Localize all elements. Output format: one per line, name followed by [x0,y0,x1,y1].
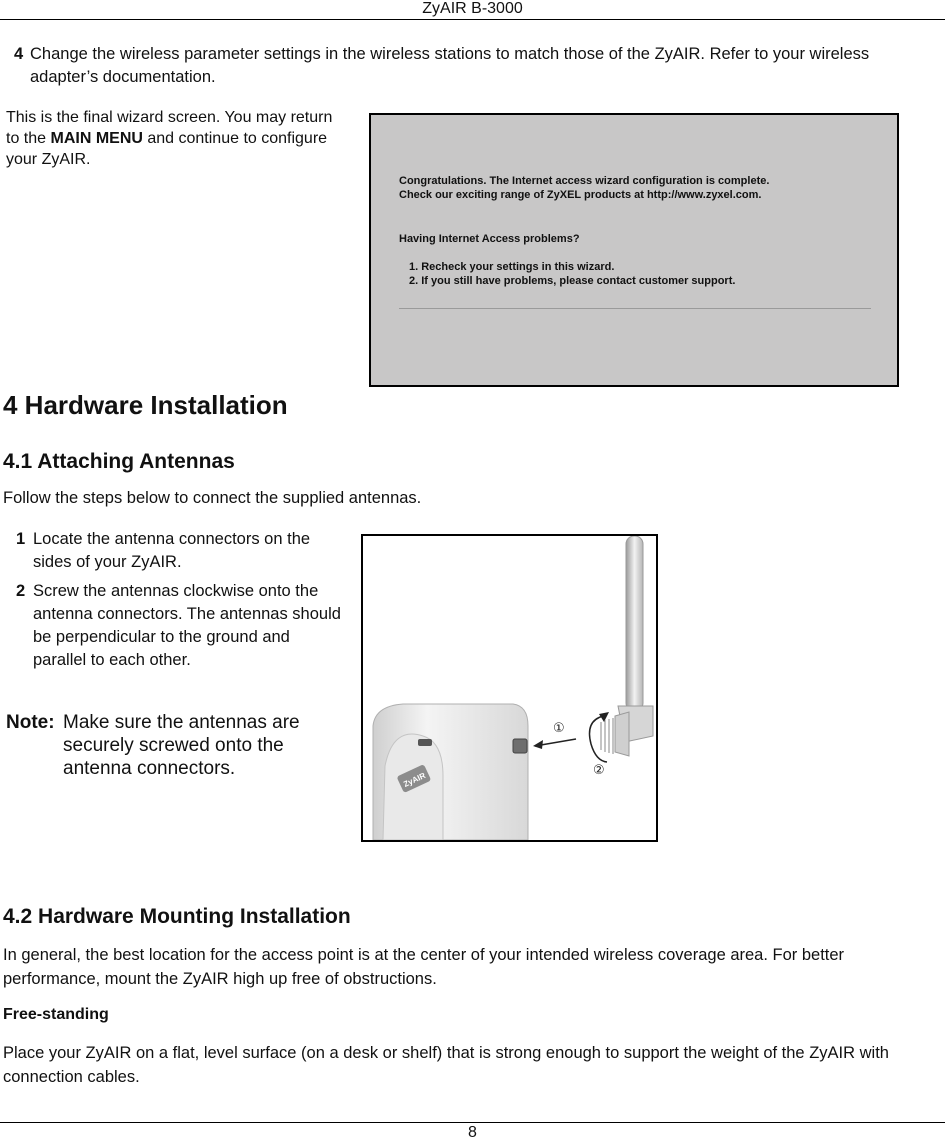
section-4-2-title: 4.2 Hardware Mounting Installation [3,905,351,928]
section-4-2-intro: In general, the best location for the access point is at the center of your intended wireless coverage area. For better performance, mount the ZyAIR high up free of obstructions. [3,946,845,988]
antenna-mast [626,536,643,711]
problems-heading: Having Internet Access problems? [399,233,580,245]
problem-item-1: 1. Recheck your settings in this wizard. [409,261,615,273]
antenna-figure [361,534,658,842]
step-number: 2 [16,582,26,600]
free-standing-text: Place your ZyAIR on a flat, level surface (on a desk or shelf) that is strong enough to support the weight of the ZyAIR with connection cables. [3,1044,889,1086]
step-text: Screw the antennas clockwise onto the antenna connectors. The antennas should be perpendicular to the ground and parallel to each other. [33,582,341,669]
note-text: Make sure the antennas are securely screwed onto the antenna connectors. [63,712,300,779]
wizard-divider [399,308,871,309]
running-header: ZyAIR B-3000 [422,0,523,17]
step-number: 4 [14,45,24,63]
step-number: 1 [16,530,26,548]
attach-arrowhead [533,740,543,749]
antenna-connector [513,739,527,753]
antenna-base [615,712,629,756]
marker-1: ① [553,721,565,736]
wizard-caption [6,107,346,170]
zyxel-link-line: Check our exciting range of ZyXEL products at http://www.zyxel.com. [399,189,762,201]
section-4-1-title: 4.1 Attaching Antennas [3,450,235,473]
caption-before: This is the final wizard screen. You may return to the [6,109,333,147]
device-indicator [418,739,432,746]
antenna-thread [601,718,613,754]
page-number: 8 [468,1124,477,1141]
note [6,711,346,783]
step-4 [14,43,940,89]
header-rule [0,19,945,20]
caption-after: and continue to configure your ZyAIR. [6,130,328,168]
section-4-title: 4 Hardware Installation [3,390,288,420]
main-menu-label: MAIN MENU [50,130,143,147]
free-standing-heading: Free-standing [3,1006,109,1023]
step-text: Locate the antenna connectors on the sides of your ZyAIR. [33,530,311,571]
footer-rule [0,1122,945,1123]
problem-item-2: 2. If you still have problems, please contact customer support. [409,275,736,287]
antenna-illustration [363,536,656,840]
section-4-1-intro: Follow the steps below to connect the supplied antennas. [3,489,422,507]
wizard-screenshot [369,113,899,387]
rotation-arrow [590,716,608,762]
note-label: Note: [6,712,55,733]
device-logo-text: ZyAIR [402,770,427,789]
congrats-line: Congratulations. The Internet access wizard configuration is complete. [399,175,770,187]
step-text: Change the wireless parameter settings in the wireless stations to match those of the ZyAIR. Refer to your wireless adapter’s documentation. [30,45,870,86]
antenna-step-2 [16,580,346,672]
antenna-step-1 [16,528,346,574]
marker-2: ② [593,763,605,778]
